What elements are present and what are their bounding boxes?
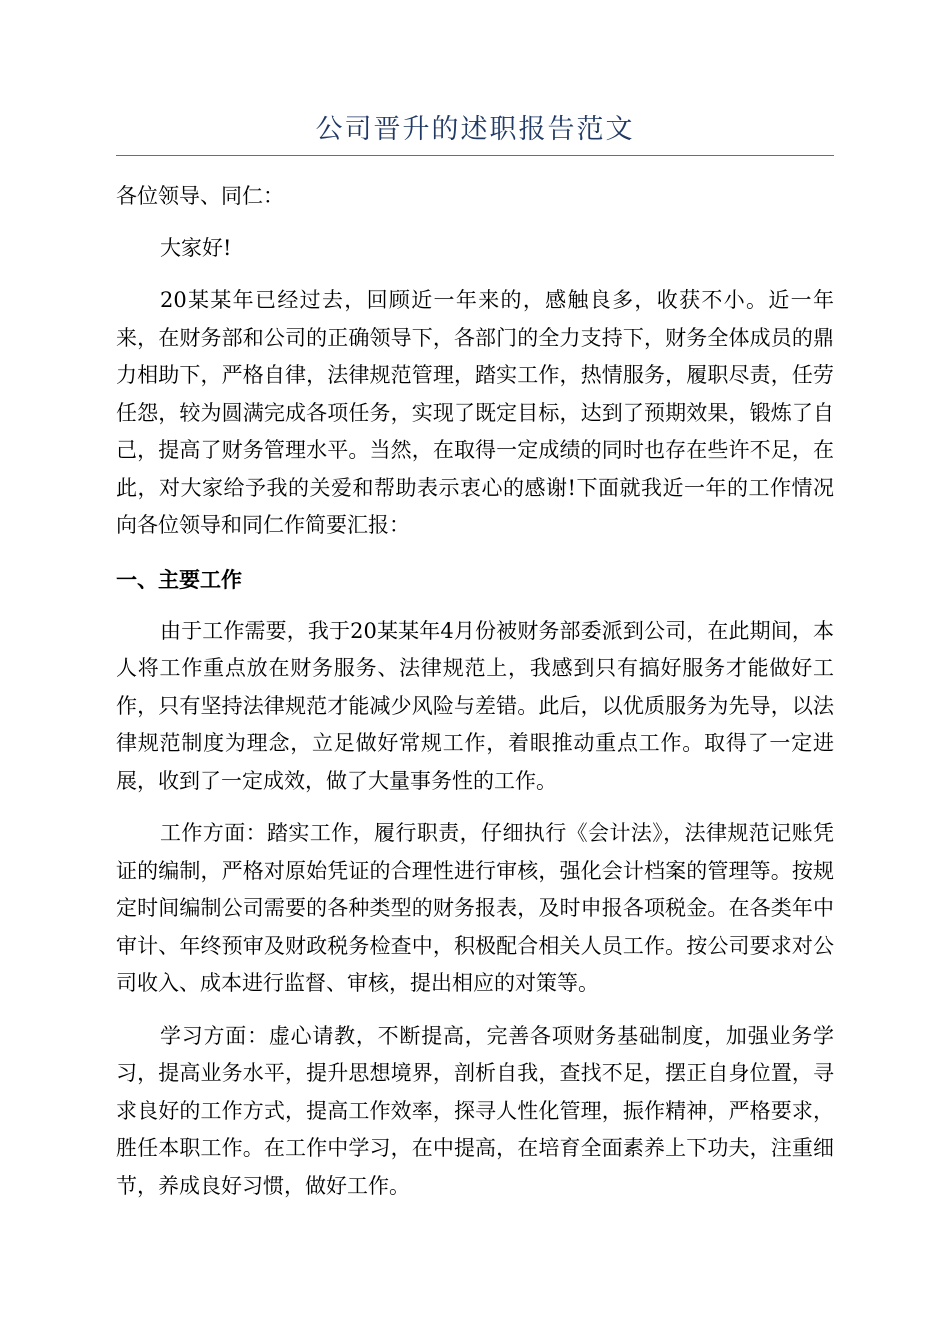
document-title: 公司晋升的述职报告范文 (315, 114, 635, 145)
section-paragraph: 学习方面：虚心请教，不断提高，完善各项财务基础制度，加强业务学习，提高业务水平，提升思想境界，剖析自我，查找不足，摆正自身位置，寻求良好的工作方式，提高工作效率，探寻人性化管理，振作精神，严格要求，胜任本职工作。在工作中学习，在中提高，在培育全面素养上下功夫，注重细节，养成良好习惯，做好工作。 (116, 1023, 834, 1198)
intro-paragraph: 20某某年已经过去，回顾近一年来的，感触良多，收获不小。近一年来，在财务部和公司的正确领导下，各部门的全力支持下，财务全体成员的鼎力相助下，严格自律，法律规范管理，踏实工作，热情服务，履职尽责，任劳任怨，较为圆满完成各项任务，实现了既定目标，达到了预期效果，锻炼了自己，提高了财务管理水平。当然，在取得一定成绩的同时也存在些许不足，在此，对大家给予我的关爱和帮助表示衷心的感谢!下面就我近一年的工作情况向各位领导和同仁作简要汇报： (116, 288, 834, 537)
salutation: 各位领导、同仁： (116, 184, 284, 208)
document-page (116, 110, 834, 1205)
greeting: 大家好! (160, 236, 232, 260)
section-heading-main-work: 一、主要工作 (116, 566, 242, 592)
section-paragraph: 由于工作需要，我于20某某年4月份被财务部委派到公司，在此期间，本人将工作重点放在财务服务、法律规范上，我感到只有搞好服务才能做好工作，只有坚持法律规范才能减少风险与差错。此后，以优质服务为先导，以法律规范制度为理念，立足做好常规工作，着眼推动重点工作。取得了一定进展，收到了一定成效，做了大量事务性的工作。 (116, 618, 834, 793)
title-underline (116, 155, 834, 156)
section-paragraph: 工作方面：踏实工作，履行职责，仔细执行《会计法》，法律规范记账凭证的编制，严格对原始凭证的合理性进行审核，强化会计档案的管理等。按规定时间编制公司需要的各种类型的财务报表，及时申报各项税金。在各类年中审计、年终预审及财政税务检查中，积极配合相关人员工作。按公司要求对公司收入、成本进行监督、审核，提出相应的对策等。 (116, 821, 834, 995)
